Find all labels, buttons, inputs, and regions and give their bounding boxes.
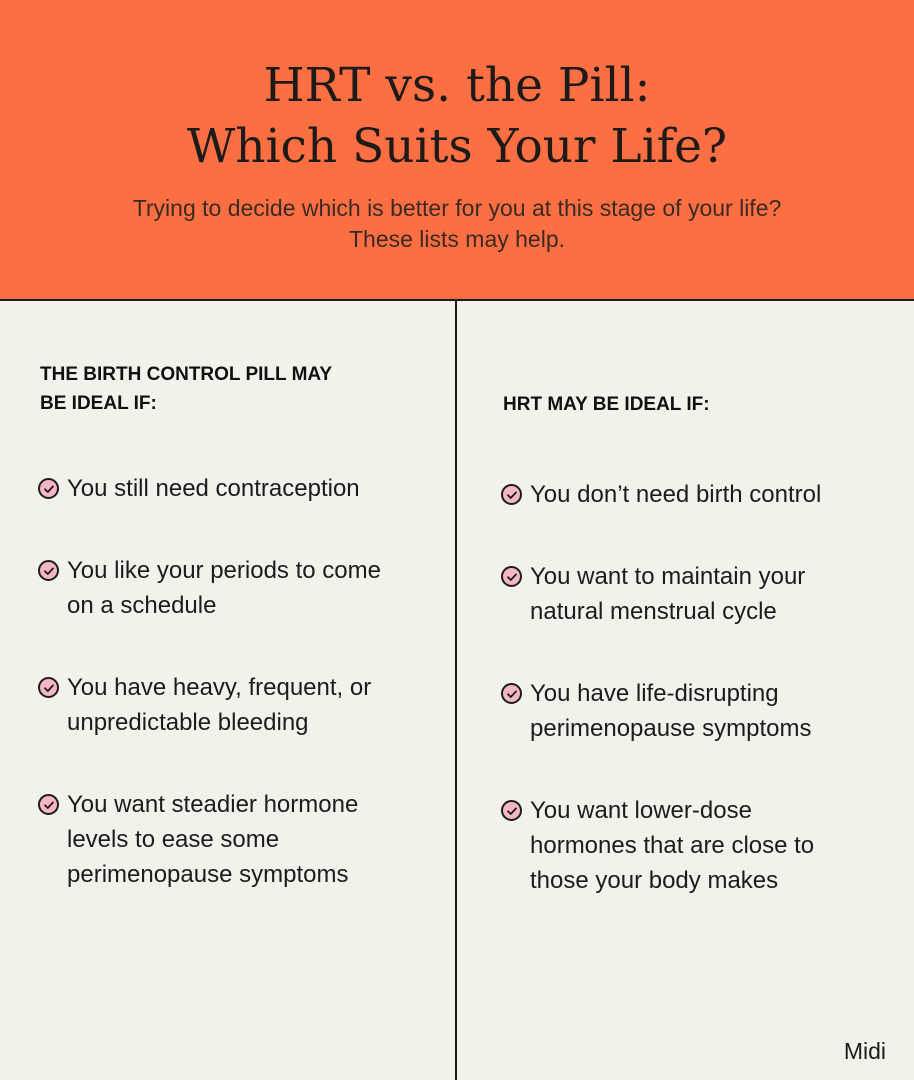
check-circle-icon bbox=[38, 794, 59, 815]
check-circle-icon bbox=[501, 484, 522, 505]
page-title bbox=[0, 55, 914, 177]
item-line: You want to maintain your bbox=[530, 563, 806, 590]
check-circle-icon bbox=[38, 677, 59, 698]
item-line: perimenopause symptoms bbox=[530, 715, 812, 742]
hrt-list-item bbox=[501, 477, 881, 512]
hrt-list-item bbox=[501, 676, 881, 746]
hrt-list-item bbox=[501, 793, 881, 898]
pill-list-item bbox=[38, 471, 438, 506]
item-line: You like your periods to come bbox=[67, 557, 381, 584]
pill-list-item bbox=[38, 670, 438, 740]
pill-item-text bbox=[67, 471, 360, 506]
subtitle-line-1: Trying to decide which is better for you at this stage of your life? bbox=[132, 195, 782, 221]
hrt-item-text bbox=[530, 477, 821, 512]
item-line: perimenopause symptoms bbox=[67, 861, 349, 888]
item-line: natural menstrual cycle bbox=[530, 598, 777, 625]
vertical-divider bbox=[455, 300, 457, 1080]
hrt-list-item bbox=[501, 559, 881, 629]
check-circle-icon bbox=[501, 800, 522, 821]
subtitle-line-2: These lists may help. bbox=[348, 226, 566, 252]
hrt-column-heading: HRT MAY BE IDEAL IF: bbox=[503, 394, 710, 415]
check-circle-icon bbox=[501, 683, 522, 704]
pill-item-text bbox=[67, 670, 371, 740]
pill-list-item bbox=[38, 553, 438, 623]
pill-list-item bbox=[38, 787, 438, 892]
pill-heading-line-1: THE BIRTH CONTROL PILL MAY bbox=[40, 364, 333, 385]
pill-column-heading bbox=[40, 360, 400, 418]
item-line: You still need contraception bbox=[67, 475, 360, 502]
hrt-item-text bbox=[530, 793, 814, 898]
title-line-2: Which Suits Your Life? bbox=[186, 119, 728, 174]
title-line-1: HRT vs. the Pill: bbox=[263, 58, 651, 113]
item-line: You want steadier hormone bbox=[67, 791, 359, 818]
hrt-item-text bbox=[530, 676, 811, 746]
pill-item-text bbox=[67, 787, 358, 892]
item-line: those your body makes bbox=[530, 867, 779, 894]
horizontal-divider bbox=[0, 299, 914, 301]
item-line: You want lower-dose bbox=[530, 797, 752, 824]
pill-item-text bbox=[67, 553, 381, 623]
brand-logo: Midi bbox=[843, 1038, 886, 1064]
item-line: on a schedule bbox=[67, 592, 217, 619]
check-circle-icon bbox=[501, 566, 522, 587]
item-line: levels to ease some bbox=[67, 826, 280, 853]
check-circle-icon bbox=[38, 478, 59, 499]
pill-heading-line-2: BE IDEAL IF: bbox=[40, 393, 157, 414]
item-line: hormones that are close to bbox=[530, 832, 815, 859]
item-line: You have life-disrupting bbox=[530, 680, 779, 707]
header-banner bbox=[0, 0, 914, 300]
check-circle-icon bbox=[38, 560, 59, 581]
page-subtitle bbox=[0, 193, 914, 255]
item-line: unpredictable bleeding bbox=[67, 709, 309, 736]
hrt-item-text bbox=[530, 559, 805, 629]
item-line: You don’t need birth control bbox=[530, 481, 822, 508]
item-line: You have heavy, frequent, or bbox=[67, 674, 372, 701]
